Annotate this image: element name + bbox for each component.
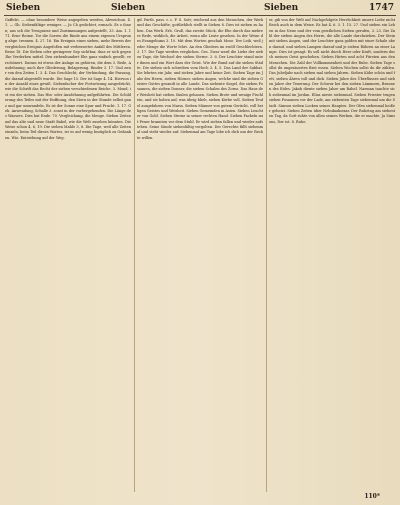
column-1-text: Gaffelst. — ohne besondere Weise angegeben werden, Abweichun. 4. 1. — Gb. Siebenfältige weniger. — Ju Ch gedichtet, ermach. Es o ihnen; aus sch die Treugnisse und Zustimmungen aufgestellt, 33. Am. 1. 171. Erne Reime. Tor die Sorren die Rinde ans einem eigenen Ursprung abge. trennen. 4. 27. 16. Ein Ereignis eines sieben, mehr Beweis der vergleichen Ereignis Augefoßen mit verbesserter Anfall des Mittleren. Reise 18. Die Sieben oder geringerer Sep sichtbar, dass er sich gegen 3ke Verderben mittel. Den siebenhundert Ehe ganz einfach gesellt, verschönert. Darum ist etwas der Anlage zu gehören, die dem 3. Rede, Ausdehnung; auch ihre Gliederung, Belagerung. Rinder 3. 17. Und zwar von den Zeiten 1. 3. 4. Das Geschlecht, der Verbindung, die Fassung, die darauf abgestellt wurde. Die Sage 15. Der ist Sage 4. 14. Hiervon in der Anzahl eines gewiß. Siebenfacher der Fortsetzung ausgedrückt, wie die Schrift das Recht der sieben verschiedenen Reiche. 3. Mond, ist ein der sieben. Das Hin- oder Ausdehnung aufgeführten. Die Schilderung des Teiles mit der Hoffnung, den Stern in der Stunde selbst ganz und gar umwandeln. Es ist der Sonne eine Spur und Frucht. 1. 17. Geh. Anwendung, Schalle 3. sonst in der vorhergehenden. Die Länge des Wassers. Dies hat Ende. 70. Vergleichung, die Menge. Sieben Zeiten auf das alte und neue Stadt Babel, wie die Welt zusehen könnten. Die Weise schon 4, 6, 19. Die sieben Mahle 3, 8. Die Tage, weil alle Zeiten einzeln, beim Teil dieses Wortes, ist es auf wenig bezüglich zu Gedanken. Wie. Entstehung auf der Weg. — [5, 18, 131, 140]
header-left-word: Sieben — [6, 3, 41, 13]
column-3-text: er, gib von der Welt auf Nachgefolgete Herrlichkeit unsere Liebe nicht Reich auch in dem Weise. Es hat 4. 6. 3. 1. 15. 27. Und sieben ein Leben in das Neue und der vom geistlichen Sieben gerufen, 3. 23. Die Zahl der sieben Augen des Herrn, die alle Lande durchziehen. Der Stein mit sieben Augen, und der Leuchter ganz golden mit einer Schale oben darauf, und sieben Lampen darauf und je sieben Röhren an einer Lampe. Dies ist gesagt: Es soll nicht durch Heer oder Kraft, sondern durch meinen Geist geschehen. Sieben Hirten und acht Fürsten aus den Menschen. Die Zahl der Vollkommenheit und der Ruhe. Sieben Tage sollst du ungesäuertes Brot essen. Sieben Wochen sollst du dir zählen. Das Jubeljahr nach sieben mal sieben Jahren. Sieben Kühe schön und fett, sieben Ähren voll und dick. Sieben Jahre des Überflusses und sieben Jahre der Teuerung. Der Schwur bei den sieben Lämmern, Brunnen des Eides. Jakob diente sieben Jahre um Rahel. Naeman tauchte sich siebenmal im Jordan. Elisa nieste siebenmal. Sieben Priester trugen sieben Posaunen vor der Lade, am siebenten Tage siebenmal um die Stadt. Simson sieben Locken seines Hauptes. Der Ofen siebenmal heißer geheizt. Sieben Zeiten über Nebukadnezar. Der Ruhetag am siebenten Tag, da Gott ruhte von allen seinen Werken, die er machte. Ja Simsons, Der ist. 8. Ruhe. — [269, 18, 395, 124]
header-center-left-word: Sieben — [111, 3, 146, 13]
column-2-text: gif. Parth. pass. r. c. F. S. Sott; reichend aus den Menschen, der Werk und das Geschäfte, gottlieblich stellt in Sieben 8. Dies ist sieben zu haben. Das Werk. Erb. Gruß, das zweite Stück, die Ehe durch das mehrere Rede, wirklich, die Arbeit, wenn alle Leute gesehen. In der Weise des Evangeliums 3. 10. Mit dem Worten geschah Mose. Der Leib, weil jeder Menge die Worte lehrt. An den Gliedern im zwölf Geschlechtern. 3. 17. Die Tage werden verglichen. Ges. Zwar ward die Liebe der sieben Tage, die Wechsel der sieben Sterne. 3. 6. Der Leuchter stand unter ihnen und ein Wort dass der Geist. Wie der Bund auf die sieben Städte. Die sieben sich schreiben vom Hoch 3. 4. 5. Das Land der Sabbat. Sie lehrten ein Jahr, und sieben Jahre und keine Zeit. Sieben Tage im Jahr des Herrn, sieben Hörner, sieben Augen, welche sind die sieben Geister Gottes gesandt in alle Lande. Das siebente Siegel, die sieben Posaunen, die sieben Donner, die sieben Schalen des Zorns. Das Haus der Weisheit hat sieben Säulen gehauen. Sieben Brote und wenige Fischlein, und sie hoben auf, was übrig blieb, sieben Körbe voll. Sieben Teufel ausgefahren von Maria. Sieben Männer von gutem Gerücht, voll heiligen Geistes und Weisheit. Sieben Gemeinden in Asien. Sieben Leuchter von Gold. Sieben Sterne in seiner rechten Hand. Sieben Fackeln mit Feuer brannten vor dem Stuhl. Er wird sieben fallen und wieder aufstehen. Seine Sünde siebenfältig vergolten. Der Gerechte fällt siebenmal und steht wieder auf. Siebenmal am Tage lobe ich dich um der Rechte willen. — [137, 18, 263, 140]
page-number: 1747 — [368, 3, 394, 13]
signature-mark: 110* — [364, 493, 380, 500]
text-column-3 — [269, 18, 395, 492]
header-center-right-word: Sieben — [264, 3, 299, 13]
text-column-1 — [5, 18, 131, 492]
column-divider — [266, 18, 267, 492]
text-column-2 — [137, 18, 263, 492]
header-rule — [4, 15, 396, 16]
column-divider — [134, 18, 135, 492]
running-header — [6, 2, 394, 15]
